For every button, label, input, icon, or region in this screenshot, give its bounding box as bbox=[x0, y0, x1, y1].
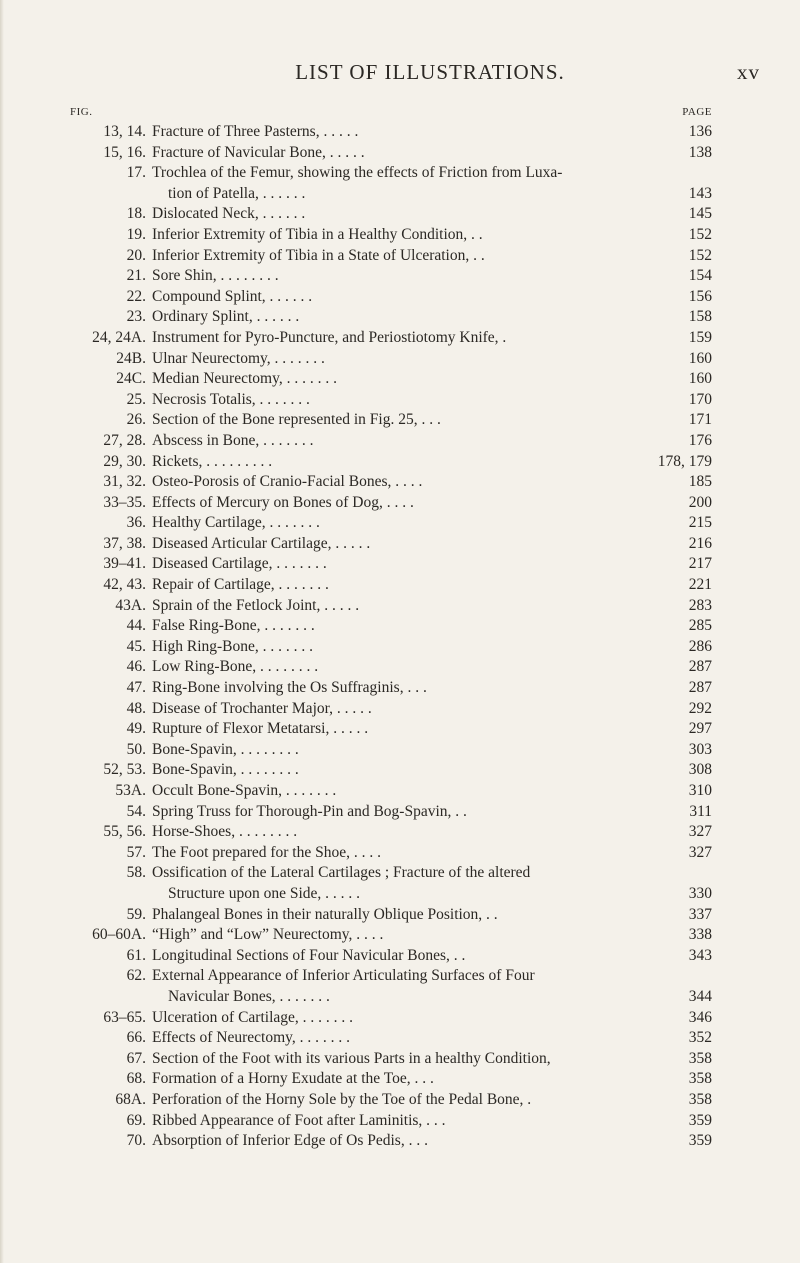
list-item bbox=[70, 122, 712, 143]
caption: Section of the Foot with its various Parts in a healthy Condition, bbox=[152, 1049, 551, 1067]
figure-number: 49. bbox=[126, 720, 146, 738]
page-reference: 297 bbox=[688, 720, 712, 738]
caption: Low Ring-Bone, . . . . . . . . bbox=[152, 658, 319, 676]
caption: Median Neurectomy, . . . . . . . bbox=[152, 370, 337, 388]
figure-number: 33–35. bbox=[103, 493, 146, 511]
list-item bbox=[70, 554, 712, 575]
caption: Trochlea of the Femur, showing the effects of Friction from Luxa- bbox=[152, 164, 563, 182]
caption-block bbox=[152, 163, 712, 204]
caption: False Ring-Bone, . . . . . . . bbox=[152, 617, 315, 635]
figure-number: 57. bbox=[126, 843, 146, 861]
caption-block bbox=[152, 966, 712, 1007]
caption: Ulceration of Cartilage, . . . . . . . bbox=[152, 1008, 354, 1026]
list-item bbox=[70, 225, 712, 246]
figure-number: 15, 16. bbox=[103, 143, 146, 161]
figure-number: 24C. bbox=[116, 370, 146, 388]
caption-continuation-row bbox=[152, 884, 712, 905]
figure-number: 18. bbox=[126, 205, 146, 223]
figure-number: 54. bbox=[126, 802, 146, 820]
list-item bbox=[70, 143, 712, 164]
caption: Spring Truss for Thorough-Pin and Bog-Spavin, . . bbox=[152, 802, 467, 820]
list-item bbox=[70, 946, 712, 967]
page-reference: 327 bbox=[688, 843, 712, 861]
caption: Sore Shin, . . . . . . . . bbox=[152, 267, 279, 285]
list-item bbox=[70, 1090, 712, 1111]
page-column-label: PAGE bbox=[682, 106, 712, 118]
figure-number: 60–60A. bbox=[92, 926, 146, 944]
list-item bbox=[70, 678, 712, 699]
caption: Rupture of Flexor Metatarsi, . . . . . bbox=[152, 720, 369, 738]
list-item bbox=[70, 410, 712, 431]
list-item bbox=[70, 287, 712, 308]
figure-number: 24, 24A. bbox=[92, 328, 146, 346]
figure-number: 55, 56. bbox=[103, 823, 146, 841]
figure-number: 25. bbox=[126, 390, 146, 408]
list-item bbox=[70, 1049, 712, 1070]
column-labels bbox=[70, 106, 712, 118]
page-reference: 160 bbox=[688, 349, 712, 367]
caption: Effects of Neurectomy, . . . . . . . bbox=[152, 1029, 350, 1047]
figure-number: 63–65. bbox=[103, 1008, 146, 1026]
list-item bbox=[70, 822, 712, 843]
page-reference: 170 bbox=[688, 390, 712, 408]
figure-number: 29, 30. bbox=[103, 452, 146, 470]
page-reference: 171 bbox=[688, 411, 712, 429]
page-reference: 285 bbox=[688, 617, 712, 635]
caption: Fracture of Navicular Bone, . . . . . bbox=[152, 143, 365, 161]
list-item bbox=[70, 966, 712, 1007]
caption: Ulnar Neurectomy, . . . . . . . bbox=[152, 349, 325, 367]
page-reference: 185 bbox=[688, 473, 712, 491]
caption: Bone-Spavin, . . . . . . . . bbox=[152, 761, 299, 779]
page-reference: 138 bbox=[688, 143, 712, 161]
list-item bbox=[70, 493, 712, 514]
caption: Longitudinal Sections of Four Navicular Bones, . . bbox=[152, 946, 466, 964]
figure-number: 69. bbox=[126, 1111, 146, 1129]
page-reference: 310 bbox=[688, 782, 712, 799]
figure-number: 53A. bbox=[115, 782, 146, 799]
page-reference: 287 bbox=[688, 679, 712, 697]
list-item bbox=[70, 802, 712, 823]
list-item bbox=[70, 307, 712, 328]
figure-number: 26. bbox=[126, 411, 146, 429]
caption: Instrument for Pyro-Puncture, and Periostiotomy Knife, . bbox=[152, 328, 507, 346]
page-reference: 216 bbox=[688, 534, 712, 552]
figure-number: 66. bbox=[126, 1029, 146, 1047]
caption: Phalangeal Bones in their naturally Oblique Position, . . bbox=[152, 905, 498, 923]
caption-continuation: Navicular Bones, . . . . . . . bbox=[168, 987, 330, 1005]
caption: Absorption of Inferior Edge of Os Pedis, . . . bbox=[152, 1132, 428, 1150]
page-reference: 308 bbox=[688, 761, 712, 779]
list-item bbox=[70, 575, 712, 596]
page-reference: 344 bbox=[688, 987, 712, 1005]
figure-number: 20. bbox=[126, 246, 146, 264]
list-item bbox=[70, 1069, 712, 1090]
figure-number: 44. bbox=[126, 617, 146, 635]
caption: Ossification of the Lateral Cartilages ; Fracture of the altered bbox=[152, 864, 531, 882]
caption: Healthy Cartilage, . . . . . . . bbox=[152, 514, 320, 532]
caption: Ring-Bone involving the Os Suffraginis, . . . bbox=[152, 679, 427, 697]
page-reference: 160 bbox=[688, 370, 712, 388]
list-item bbox=[70, 699, 712, 720]
caption: Necrosis Totalis, . . . . . . . bbox=[152, 390, 310, 408]
caption: Formation of a Horny Exudate at the Toe, . . . bbox=[152, 1070, 434, 1088]
list-item bbox=[70, 925, 712, 946]
fig-column-label: FIG. bbox=[70, 106, 93, 118]
page-reference: 145 bbox=[688, 205, 712, 223]
caption: Dislocated Neck, . . . . . . bbox=[152, 205, 306, 223]
list-item bbox=[70, 1131, 712, 1152]
figure-number: 39–41. bbox=[103, 555, 146, 573]
figure-number: 22. bbox=[126, 287, 146, 305]
figure-number: 42, 43. bbox=[103, 576, 146, 594]
list-item bbox=[70, 1008, 712, 1029]
list-item bbox=[70, 204, 712, 225]
list-item bbox=[70, 349, 712, 370]
figure-number: 62. bbox=[126, 967, 146, 985]
list-item bbox=[70, 596, 712, 617]
figure-number: 13, 14. bbox=[103, 123, 146, 140]
running-head bbox=[160, 60, 760, 88]
caption: Ordinary Splint, . . . . . . bbox=[152, 308, 300, 326]
page-reference: 178, 179 bbox=[657, 452, 712, 470]
page-reference: 287 bbox=[688, 658, 712, 676]
page-reference: 136 bbox=[688, 123, 712, 140]
page-reference: 337 bbox=[688, 905, 712, 923]
caption: Fracture of Three Pasterns, . . . . . bbox=[152, 123, 359, 140]
caption: Compound Splint, . . . . . . bbox=[152, 287, 313, 305]
page-reference: 152 bbox=[688, 225, 712, 243]
list-item bbox=[70, 843, 712, 864]
figure-number: 52, 53. bbox=[103, 761, 146, 779]
caption: External Appearance of Inferior Articulating Surfaces of Four bbox=[152, 967, 535, 985]
figure-number: 45. bbox=[126, 637, 146, 655]
caption: Occult Bone-Spavin, . . . . . . . bbox=[152, 782, 337, 799]
list-item bbox=[70, 637, 712, 658]
page-reference: 283 bbox=[688, 596, 712, 614]
page-reference: 292 bbox=[688, 699, 712, 717]
caption: Inferior Extremity of Tibia in a Healthy Condition, . . bbox=[152, 225, 483, 243]
page-reference: 200 bbox=[688, 493, 712, 511]
figure-number: 70. bbox=[126, 1132, 146, 1150]
page-reference: 221 bbox=[688, 576, 712, 594]
page-reference: 303 bbox=[688, 740, 712, 758]
figure-number: 17. bbox=[126, 164, 146, 182]
list-item bbox=[70, 534, 712, 555]
figure-number: 27, 28. bbox=[103, 431, 146, 449]
caption: Diseased Articular Cartilage, . . . . . bbox=[152, 534, 371, 552]
illustrations-list bbox=[70, 122, 712, 1152]
caption: Disease of Trochanter Major, . . . . . bbox=[152, 699, 372, 717]
list-item bbox=[70, 513, 712, 534]
caption-continuation: tion of Patella, . . . . . . bbox=[168, 184, 306, 202]
figure-number: 59. bbox=[126, 905, 146, 923]
page-reference: 217 bbox=[688, 555, 712, 573]
caption: “High” and “Low” Neurectomy, . . . . bbox=[152, 926, 384, 944]
caption: Section of the Bone represented in Fig. 25, . . . bbox=[152, 411, 441, 429]
page-reference: 359 bbox=[688, 1111, 712, 1129]
list-item bbox=[70, 1028, 712, 1049]
caption: Perforation of the Horny Sole by the Toe of the Pedal Bone, . bbox=[152, 1090, 532, 1108]
page-reference: 346 bbox=[688, 1008, 712, 1026]
caption: Effects of Mercury on Bones of Dog, . . . . bbox=[152, 493, 414, 511]
figure-number: 61. bbox=[126, 946, 146, 964]
page-reference: 359 bbox=[688, 1132, 712, 1150]
caption: Inferior Extremity of Tibia in a State of Ulceration, . . bbox=[152, 246, 485, 264]
list-item bbox=[70, 863, 712, 904]
figure-number: 68A. bbox=[115, 1090, 146, 1108]
page-reference: 215 bbox=[688, 514, 712, 532]
list-item bbox=[70, 163, 712, 204]
page-reference: 152 bbox=[688, 246, 712, 264]
list-item bbox=[70, 616, 712, 637]
caption: The Foot prepared for the Shoe, . . . . bbox=[152, 843, 381, 861]
caption-continuation-row bbox=[152, 184, 712, 205]
page-reference: 343 bbox=[688, 946, 712, 964]
caption: Sprain of the Fetlock Joint, . . . . . bbox=[152, 596, 360, 614]
page-reference: 286 bbox=[688, 637, 712, 655]
page-reference: 358 bbox=[688, 1049, 712, 1067]
figure-number: 37, 38. bbox=[103, 534, 146, 552]
list-item bbox=[70, 472, 712, 493]
caption: High Ring-Bone, . . . . . . . bbox=[152, 637, 314, 655]
figure-number: 68. bbox=[126, 1070, 146, 1088]
figure-number: 23. bbox=[126, 308, 146, 326]
figure-number: 58. bbox=[126, 864, 146, 882]
page-reference: 158 bbox=[688, 308, 712, 326]
list-item bbox=[70, 905, 712, 926]
list-item bbox=[70, 740, 712, 761]
list-item bbox=[70, 369, 712, 390]
figure-number: 21. bbox=[126, 267, 146, 285]
page-reference: 156 bbox=[688, 287, 712, 305]
page-reference: 352 bbox=[688, 1029, 712, 1047]
page-reference: 143 bbox=[688, 184, 712, 202]
caption: Abscess in Bone, . . . . . . . bbox=[152, 431, 314, 449]
page-reference: 159 bbox=[688, 328, 712, 346]
page-title: LIST OF ILLUSTRATIONS. bbox=[295, 60, 565, 84]
caption: Horse-Shoes, . . . . . . . . bbox=[152, 823, 298, 841]
page-reference: 176 bbox=[688, 431, 712, 449]
page-number: xv bbox=[737, 60, 760, 84]
figure-number: 19. bbox=[126, 225, 146, 243]
figure-number: 46. bbox=[126, 658, 146, 676]
figure-number: 48. bbox=[126, 699, 146, 717]
caption-block bbox=[152, 863, 712, 904]
list-item bbox=[70, 431, 712, 452]
list-item bbox=[70, 390, 712, 411]
list-item bbox=[70, 760, 712, 781]
page-reference: 311 bbox=[689, 802, 712, 820]
list-item bbox=[70, 657, 712, 678]
page-reference: 358 bbox=[688, 1090, 712, 1108]
page-reference: 330 bbox=[688, 884, 712, 902]
list-item bbox=[70, 328, 712, 349]
list-item bbox=[70, 781, 712, 802]
figure-number: 31, 32. bbox=[103, 473, 146, 491]
page-reference: 327 bbox=[688, 823, 712, 841]
figure-number: 36. bbox=[126, 514, 146, 532]
page-reference: 358 bbox=[688, 1070, 712, 1088]
figure-number: 67. bbox=[126, 1049, 146, 1067]
page-edge-shadow bbox=[0, 0, 4, 1263]
page-reference: 338 bbox=[688, 926, 712, 944]
list-item bbox=[70, 719, 712, 740]
list-item bbox=[70, 1111, 712, 1132]
caption: Osteo-Porosis of Cranio-Facial Bones, . . . . bbox=[152, 473, 423, 491]
caption: Repair of Cartilage, . . . . . . . bbox=[152, 576, 329, 594]
caption: Rickets, . . . . . . . . . bbox=[152, 452, 273, 470]
page-reference: 154 bbox=[688, 267, 712, 285]
caption: Diseased Cartilage, . . . . . . . bbox=[152, 555, 327, 573]
figure-number: 50. bbox=[126, 740, 146, 758]
caption-continuation: Structure upon one Side, . . . . . bbox=[168, 884, 361, 902]
list-item bbox=[70, 266, 712, 287]
figure-number: 24B. bbox=[116, 349, 146, 367]
figure-number: 47. bbox=[126, 679, 146, 697]
caption: Ribbed Appearance of Foot after Laminitis, . . . bbox=[152, 1111, 446, 1129]
caption-continuation-row bbox=[152, 987, 712, 1008]
list-item bbox=[70, 452, 712, 473]
figure-number: 43A. bbox=[115, 596, 146, 614]
caption: Bone-Spavin, . . . . . . . . bbox=[152, 740, 299, 758]
list-item bbox=[70, 246, 712, 267]
